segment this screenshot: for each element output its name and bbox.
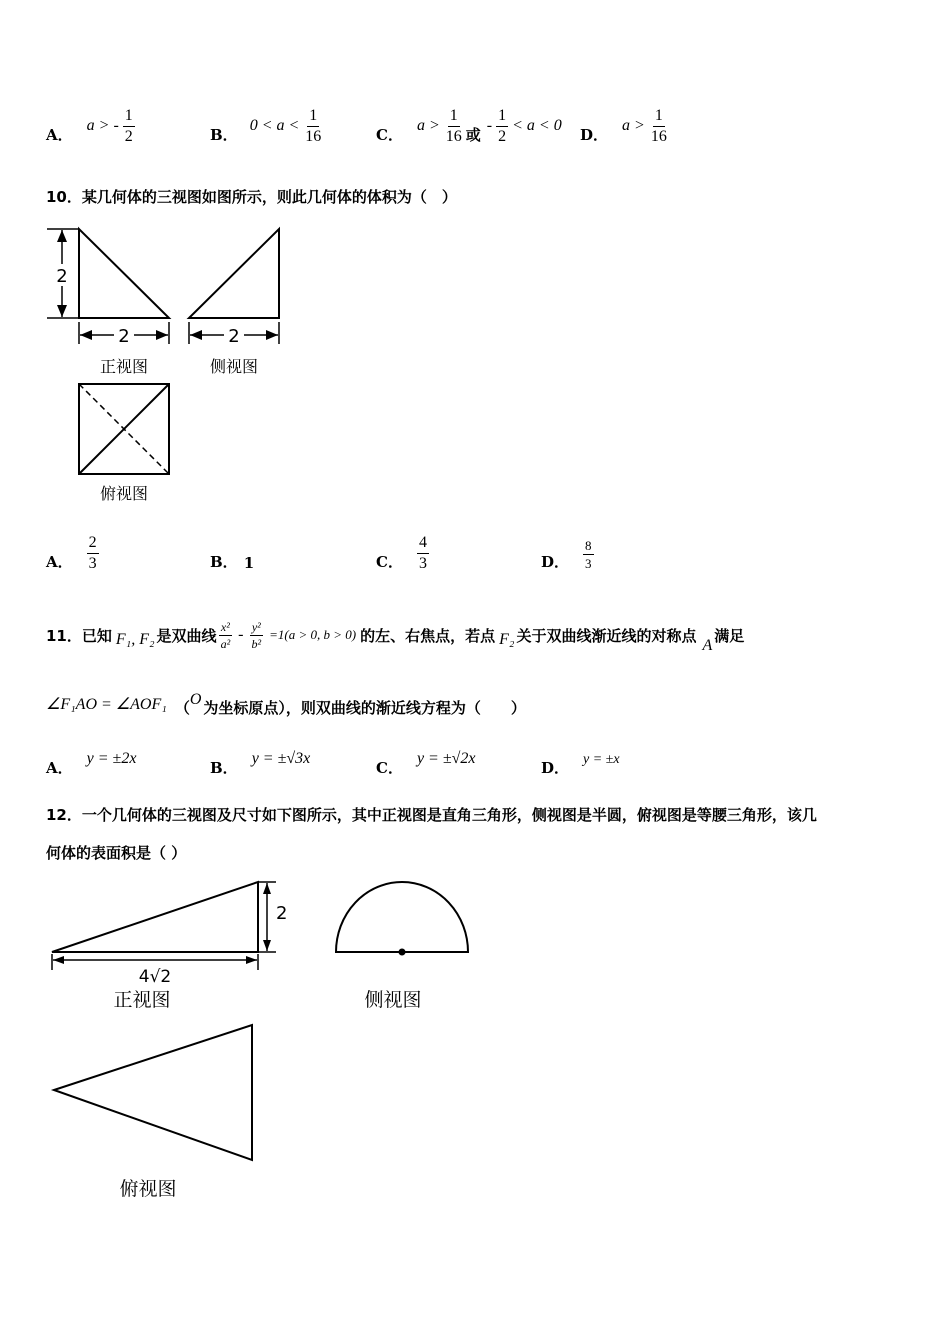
fraction: $\frac{1}{2}$: [124, 106, 133, 145]
q10-arrow-right: [156, 330, 168, 340]
q10-option-b[interactable]: [210, 530, 254, 576]
q10-side-caption: 侧视图: [209, 357, 259, 376]
conjunction-or: 或: [465, 126, 481, 144]
option-expr: y = ±2x: [86, 750, 137, 767]
fraction: $\frac{8}{3}$: [585, 537, 592, 571]
q10-front-width-label: 2: [118, 326, 130, 347]
q10-option-a[interactable]: [46, 530, 99, 576]
option-label: C．: [376, 759, 403, 777]
q11-point-o: O: [189, 691, 202, 708]
q9-option-c[interactable]: [376, 103, 562, 149]
q12-stem-line2: 何体的表面积是（ ）: [46, 844, 187, 862]
q10-option-c[interactable]: [376, 530, 429, 576]
q12-side-view-center-dot: [399, 949, 406, 956]
option-label: C．: [376, 126, 403, 144]
option-label: C．: [376, 553, 403, 571]
q11-text1: 是双曲线: [156, 626, 217, 645]
q10-side-arrow-left: [190, 330, 202, 340]
option-expr: a >: [416, 117, 440, 134]
q11-eq-minus: -: [238, 626, 244, 643]
q9-option-d[interactable]: [580, 103, 669, 149]
q11-option-c[interactable]: [376, 748, 476, 778]
option-label: D．: [580, 126, 609, 144]
q12-arrow-down: [263, 940, 271, 951]
option-expr-2: -: [486, 117, 493, 134]
q11-eq-y-frac: $\frac{\text{y²}}{\text{b²}}$: [251, 619, 262, 651]
q11-number: 11．已知: [46, 626, 112, 645]
option-label: A．: [46, 553, 73, 571]
q12-side-caption: 侧视图: [364, 989, 422, 1011]
q11-text5: （: [174, 698, 190, 717]
q10-side-width-label: 2: [228, 326, 240, 347]
option-label: B．: [210, 759, 238, 777]
q10-height-label: 2: [56, 266, 68, 287]
q10-option-d[interactable]: [541, 532, 594, 576]
q12-side-view-semicircle: [336, 882, 468, 952]
q10-side-arrow-right: [266, 330, 278, 340]
q11-eq-rest: =1(a > 0, b > 0): [269, 627, 357, 642]
q10-arrow-left: [80, 330, 92, 340]
q10-side-view-triangle: [189, 229, 279, 318]
q12-front-view-triangle: [52, 882, 258, 952]
q10-top-caption: 俯视图: [99, 484, 149, 503]
option-expr: y = ±x: [583, 752, 620, 767]
q11-stem-line1: [46, 612, 744, 658]
q11-foci: F₁, F₂: [115, 631, 155, 648]
option-expr: a > -: [86, 117, 119, 134]
option-label: B．: [210, 126, 238, 144]
q12-stem-line1: 12．一个几何体的三视图及尺寸如下图所示，其中正视图是直角三角形，侧视图是半圆，俯视图是等腰三角形，该几: [46, 806, 817, 824]
q10-three-views: [40, 220, 300, 520]
q12-three-views: [40, 870, 490, 1210]
q11-text3: 关于双曲线渐近线的对称点: [516, 626, 697, 645]
option-label: D．: [541, 553, 570, 571]
option-label: A．: [46, 759, 73, 777]
option-label: A．: [46, 126, 73, 144]
q11-text2: 的左、右焦点，若点: [360, 626, 496, 645]
q11-text6: 为坐标原点），则双曲线的渐近线方程为（ ）: [203, 698, 526, 717]
q12-arrow-up: [263, 883, 271, 894]
fraction: $\frac{2}{3}$: [88, 533, 97, 572]
q11-stem-line2: [46, 684, 526, 724]
q11-option-b[interactable]: [210, 748, 310, 778]
q11-angle-eq: ∠F₁AO = ∠AOF₁: [46, 696, 167, 713]
option-expr: 0 < a <: [249, 117, 300, 134]
option-label: D．: [541, 759, 570, 777]
q9-option-b[interactable]: [210, 103, 323, 149]
fraction: $\frac{1}{16}$: [650, 106, 667, 145]
option-expr: a >: [622, 117, 645, 134]
q11-option-d[interactable]: [541, 748, 620, 778]
q10-arrow-down: [57, 305, 67, 317]
q10-stem: 10．某几何体的三视图如图所示，则此几何体的体积为（ ）: [46, 188, 457, 206]
option-expr-3: < a < 0: [512, 117, 562, 134]
q12-arrow-left: [53, 956, 64, 964]
q11-point-a: A: [702, 637, 713, 654]
q12-front-caption: 正视图: [113, 989, 171, 1011]
option-label: B．: [210, 553, 238, 571]
q11-eq-x-frac: $\frac{\text{x²}}{\text{a²}}$: [220, 619, 231, 651]
q12-width-label: 4√2: [138, 967, 172, 987]
fraction: $\frac{1}{16}$: [305, 106, 322, 145]
q11-point-f2: F₂: [499, 631, 515, 648]
q12-top-view-triangle: [54, 1025, 252, 1160]
q9-option-a[interactable]: [46, 103, 135, 149]
fraction: $\frac{4}{3}$: [418, 533, 427, 572]
q11-option-a[interactable]: [46, 748, 136, 778]
q12-top-caption: 俯视图: [119, 1178, 177, 1200]
q12-height-label: 2: [276, 903, 288, 924]
q10-arrow-up: [57, 230, 67, 242]
option-expr: y = ±√3x: [251, 750, 311, 767]
q11-text4: 满足: [714, 626, 745, 645]
option-value: 1: [243, 554, 255, 572]
fraction: $\frac{1}{16}$: [445, 106, 462, 145]
fraction: $\frac{1}{2}$: [498, 106, 507, 145]
q12-arrow-right: [246, 956, 257, 964]
option-expr: y = ±√2x: [416, 750, 476, 767]
q10-front-caption: 正视图: [99, 357, 149, 376]
q10-front-view-triangle: [79, 229, 169, 318]
